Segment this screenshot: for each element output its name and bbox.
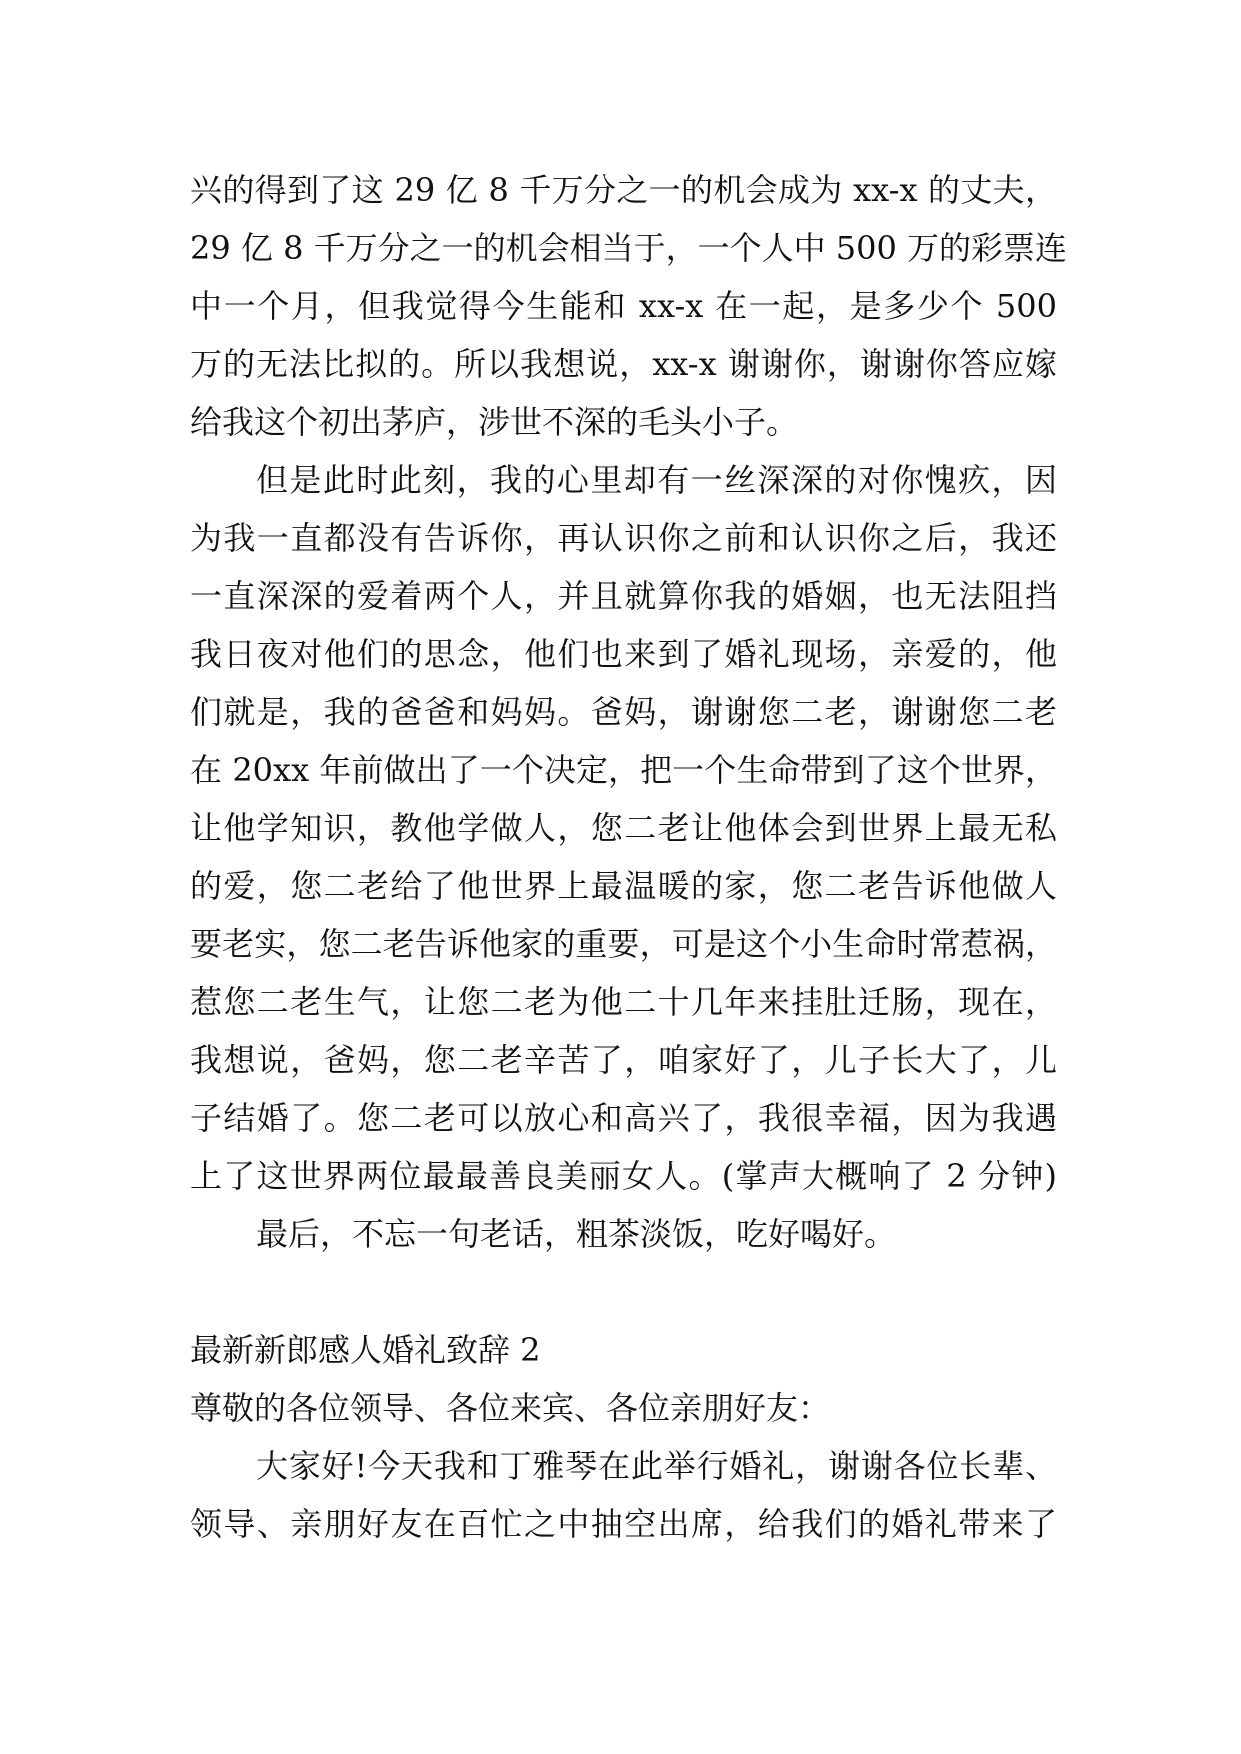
section-title: 最新新郎感人婚礼致辞 2 [190, 1331, 541, 1369]
paragraph-line: 一直深深的爱着两个人，并且就算你我的婚姻，也无法阻挡 [190, 577, 1057, 615]
paragraph-line: 的爱，您二老给了他世界上最温暖的家，您二老告诉他做人 [190, 867, 1057, 905]
paragraph-2 [190, 451, 1057, 1205]
paragraph-line: 万的无法比拟的。所以我想说，xx-x 谢谢你，谢谢你答应嫁 [190, 345, 1057, 383]
document-body [190, 161, 1068, 1553]
paragraph-line: 兴的得到了这 29 亿 8 千万分之一的机会成为 xx-x 的丈夫， [190, 171, 1057, 209]
blank-line [190, 1263, 1057, 1321]
paragraph-line: 要老实，您二老告诉他家的重要，可是这个小生命时常惹祸， [190, 925, 1057, 963]
paragraph-line: 大家好!今天我和丁雅琴在此举行婚礼，谢谢各位长辈、 [256, 1447, 1057, 1485]
paragraph-line: 让他学知识，教他学做人，您二老让他体会到世界上最无私 [190, 809, 1057, 847]
paragraph-1 [190, 161, 1068, 451]
paragraph-line: 中一个月，但我觉得今生能和 xx-x 在一起，是多少个 500 [190, 287, 1057, 325]
salutation: 尊敬的各位领导、各位来宾、各位亲朋好友： [190, 1389, 831, 1427]
paragraph-line: 子结婚了。您二老可以放心和高兴了，我很幸福，因为我遇 [190, 1099, 1057, 1137]
paragraph-line: 们就是，我的爸爸和妈妈。爸妈，谢谢您二老，谢谢您二老 [190, 693, 1057, 731]
paragraph-line: 为我一直都没有告诉你，再认识你之前和认识你之后，我还 [190, 519, 1057, 557]
paragraph-line: 在 20xx 年前做出了一个决定，把一个生命带到了这个世界， [190, 751, 1057, 789]
paragraph-line: 惹您二老生气，让您二老为他二十几年来挂肚迁肠，现在， [190, 983, 1057, 1021]
paragraph-line: 最后，不忘一句老话，粗茶淡饭，吃好喝好。 [256, 1215, 897, 1253]
paragraph-line: 我想说，爸妈，您二老辛苦了，咱家好了，儿子长大了，儿 [190, 1041, 1057, 1079]
paragraph-line: 上了这世界两位最最善良美丽女人。(掌声大概响了 2 分钟) [190, 1157, 1057, 1195]
paragraph-line: 领导、亲朋好友在百忙之中抽空出席，给我们的婚礼带来了 [190, 1505, 1057, 1543]
paragraph-4 [190, 1437, 1057, 1553]
paragraph-line: 给我这个初出茅庐，涉世不深的毛头小子。 [190, 403, 799, 441]
paragraph-3 [190, 1205, 1057, 1263]
paragraph-line: 29 亿 8 千万分之一的机会相当于，一个人中 500 万的彩票连 [190, 229, 1068, 267]
paragraph-line: 我日夜对他们的思念，他们也来到了婚礼现场，亲爱的，他 [190, 635, 1057, 673]
paragraph-line: 但是此时此刻，我的心里却有一丝深深的对你愧疚，因 [256, 461, 1057, 499]
